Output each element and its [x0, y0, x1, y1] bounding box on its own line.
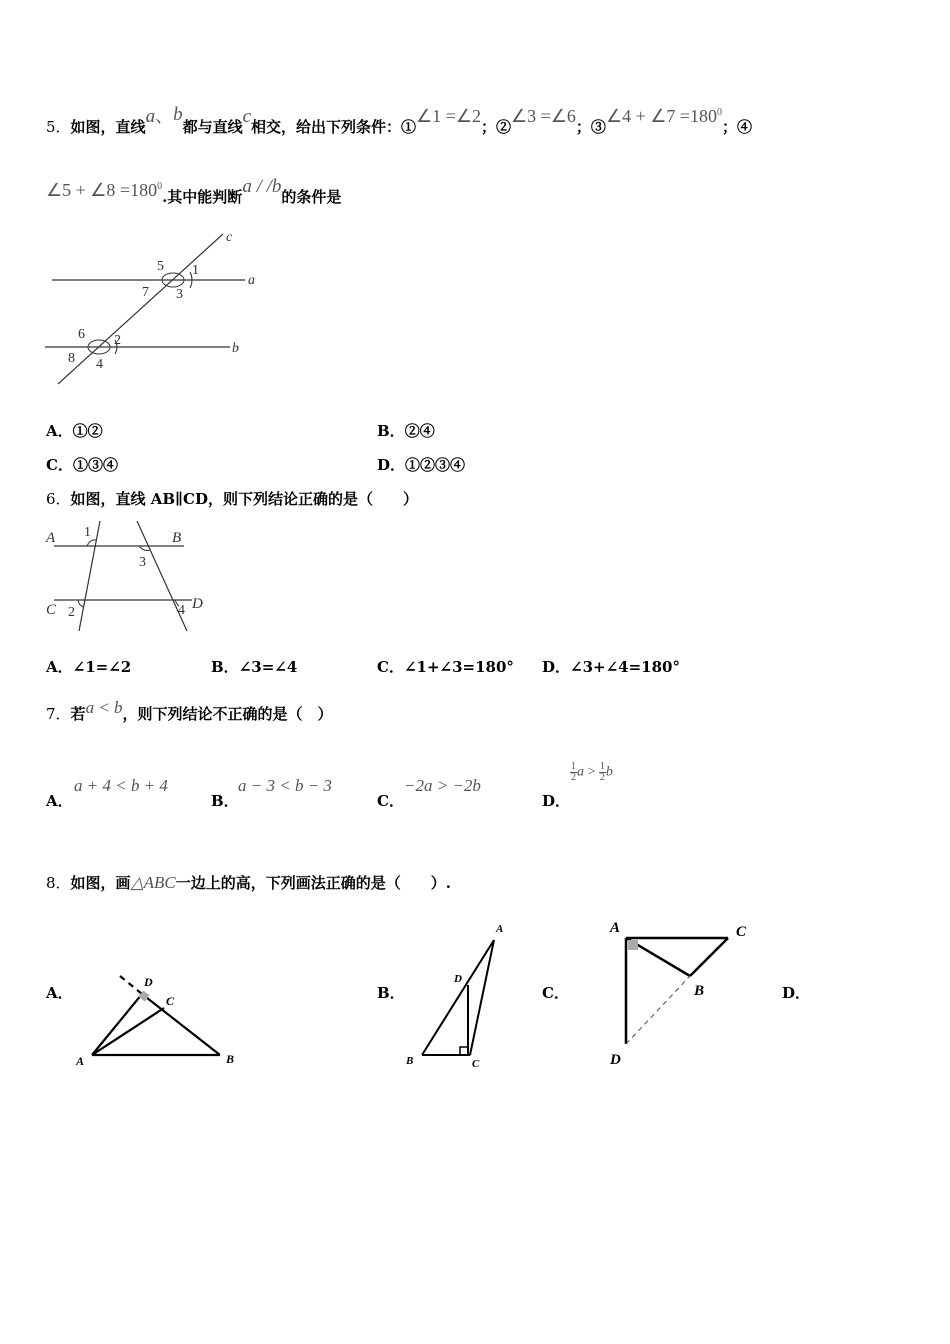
q8b-label-B: B — [406, 1055, 414, 1067]
q5-figure — [40, 226, 280, 391]
q7-option-d-expr: $\frac{1}{2}a > \frac{1}{2}b$ — [571, 761, 613, 783]
q6-stem: 6．如图，直线 AB∥CD，则下列结论正确的是（ ） — [46, 490, 418, 508]
q8-figure-b — [400, 918, 515, 1073]
q6-label-D: D — [192, 596, 203, 612]
q6-label-1: 1 — [84, 525, 91, 540]
q5-cond1: ∠1 =∠2 — [416, 106, 481, 126]
q8b-label-A: A — [496, 923, 504, 935]
q5-option-d[interactable]: D．①②③④ — [377, 456, 466, 474]
q6-option-d[interactable]: D．∠3+∠4=180° — [542, 658, 680, 676]
q6-label-3: 3 — [139, 555, 146, 570]
q8c-label-B: B — [694, 983, 705, 999]
q5-label-4: 4 — [96, 357, 103, 372]
q5-stem-line2: ∠5 + ∠8 $=180^0$.其中能判断a / /b的条件是 — [46, 176, 342, 206]
q5-option-a[interactable]: A．①② — [46, 422, 103, 440]
q7-option-b-expr: a − 3 < b − 3 — [238, 776, 332, 795]
q8c-label-D: D — [610, 1052, 621, 1068]
q5-label-5: 5 — [157, 259, 164, 274]
q6-option-a[interactable]: A．∠1=∠2 — [46, 658, 132, 676]
q6-option-b[interactable]: B．∠3=∠4 — [211, 658, 298, 676]
q7-number: 7． — [46, 705, 71, 723]
q8-number: 8． — [46, 874, 71, 892]
q5-label-3: 3 — [176, 287, 183, 302]
q8b-label-C: C — [472, 1058, 480, 1070]
q5-cond4: ∠5 + ∠8 $=180^0$ — [46, 180, 163, 200]
q8-option-a[interactable]: A． — [46, 984, 73, 1002]
q6-figure — [44, 516, 212, 636]
q8a-label-B: B — [226, 1052, 235, 1066]
q5-label-6: 6 — [78, 327, 85, 342]
q7-option-b[interactable]: B． — [211, 792, 239, 810]
q6-label-A: A — [46, 530, 56, 546]
q6-option-c[interactable]: C．∠1+∠3=180° — [377, 658, 514, 676]
q5-label-c: c — [226, 230, 233, 245]
q5-cond3: ∠4 + ∠7 $=180^0$ — [605, 106, 723, 126]
q8b-label-D: D — [454, 973, 462, 985]
q7-option-a-expr: a + 4 < b + 4 — [74, 776, 168, 795]
q6-number: 6． — [46, 490, 71, 508]
q8a-label-C: C — [166, 994, 175, 1008]
q5-label-8: 8 — [68, 351, 75, 366]
q5-number: 5． — [46, 118, 71, 136]
q7-option-c-expr: −2a > −2b — [404, 776, 481, 795]
q8-option-d[interactable]: D． — [782, 984, 811, 1002]
q8-triangle: △ABC — [130, 873, 176, 892]
q6-label-B: B — [172, 530, 182, 546]
q8-option-b[interactable]: B． — [377, 984, 405, 1002]
q8a-label-D: D — [144, 975, 153, 989]
q8c-label-C: C — [736, 924, 747, 940]
q6-label-4: 4 — [178, 603, 185, 618]
q6-label-C: C — [46, 602, 57, 618]
q8-option-c[interactable]: C． — [542, 984, 569, 1002]
q8-stem: 8．如图，画△ABC一边上的高，下列画法正确的是（ ）. — [46, 873, 451, 892]
q5-label-7: 7 — [142, 285, 149, 300]
q5-parallel: a / /b — [242, 176, 282, 197]
q6-label-2: 2 — [68, 605, 75, 620]
q5-label-1: 1 — [192, 263, 199, 278]
q7-option-d[interactable]: D． — [542, 792, 571, 810]
q7-stem: 7．若a < b，则下列结论不正确的是（ ） — [46, 698, 333, 723]
q8a-label-A: A — [76, 1054, 85, 1068]
q5-label-a: a — [248, 273, 255, 288]
q5-option-b[interactable]: B．②④ — [377, 422, 435, 440]
q8c-label-A: A — [610, 920, 621, 936]
q5-stem-line1: 5．如图，直线a、b都与直线c相交，给出下列条件：①∠1 =∠2；②∠3 =∠6；③∠4 + ∠7 $=180^0$；④ — [46, 104, 753, 136]
q5-label-b: b — [232, 341, 239, 356]
q5-label-2: 2 — [114, 333, 121, 348]
q5-option-c[interactable]: C．①③④ — [46, 456, 118, 474]
q8-figure-c — [604, 912, 764, 1072]
q5-cond2: ∠3 =∠6 — [510, 106, 576, 126]
q8-figure-a — [70, 968, 250, 1073]
q7-option-c[interactable]: C． — [377, 792, 404, 810]
q7-option-a[interactable]: A． — [46, 792, 73, 810]
q7-condition: a < b — [85, 698, 123, 717]
